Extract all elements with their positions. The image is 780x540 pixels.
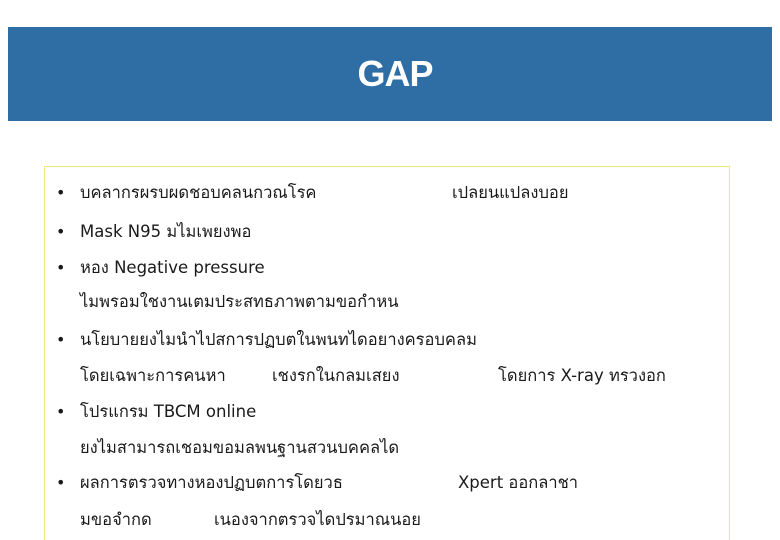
slide-title: GAP	[357, 53, 433, 94]
bullet-1-text-right: เปลยนแปลงบอย	[452, 183, 569, 202]
bullet-marker: •	[56, 183, 66, 202]
bullet-marker: •	[56, 473, 66, 492]
title-bar	[8, 27, 772, 121]
bullet-3-subline: ไมพรอมใชงานเตมประสทธภาพตามขอกำหน	[80, 292, 399, 311]
bullet-6-subline-a: มขอจำกด	[80, 510, 152, 529]
bullet-6-text-right: Xpert ออกลาชา	[458, 473, 579, 492]
bullet-6-subline-b: เนองจากตรวจไดปรมาณนอย	[214, 510, 421, 529]
bullet-4-subline-b: เชงรกในกลมเสยง	[272, 366, 400, 385]
bullet-1-text: บคลากรผรบผดชอบคลนกวณโรค	[80, 183, 317, 202]
bullet-2-text: Mask N95 มไมเพยงพอ	[80, 222, 252, 241]
bullet-marker: •	[56, 222, 66, 241]
bullet-marker: •	[56, 402, 66, 421]
bullet-marker: •	[56, 330, 66, 349]
bullet-3-text: หอง Negative pressure	[80, 258, 265, 277]
bullet-4-subline-a: โดยเฉพาะการคนหา	[80, 366, 226, 385]
bullet-5-subline: ยงไมสามารถเชอมขอมลพนฐานสวนบคคลได	[80, 438, 400, 457]
bullet-6-text: ผลการตรวจทางหองปฏบตการโดยวธ	[80, 473, 343, 492]
bullet-4-text: นโยบายยงไมนำไปสการปฏบตในพนทไดอยางครอบคลม	[80, 330, 477, 349]
bullet-marker: •	[56, 258, 66, 277]
bullet-4-subline-c: โดยการ X-ray ทรวงอก	[498, 366, 666, 385]
bullet-5-text: โปรแกรม TBCM online	[80, 402, 257, 421]
